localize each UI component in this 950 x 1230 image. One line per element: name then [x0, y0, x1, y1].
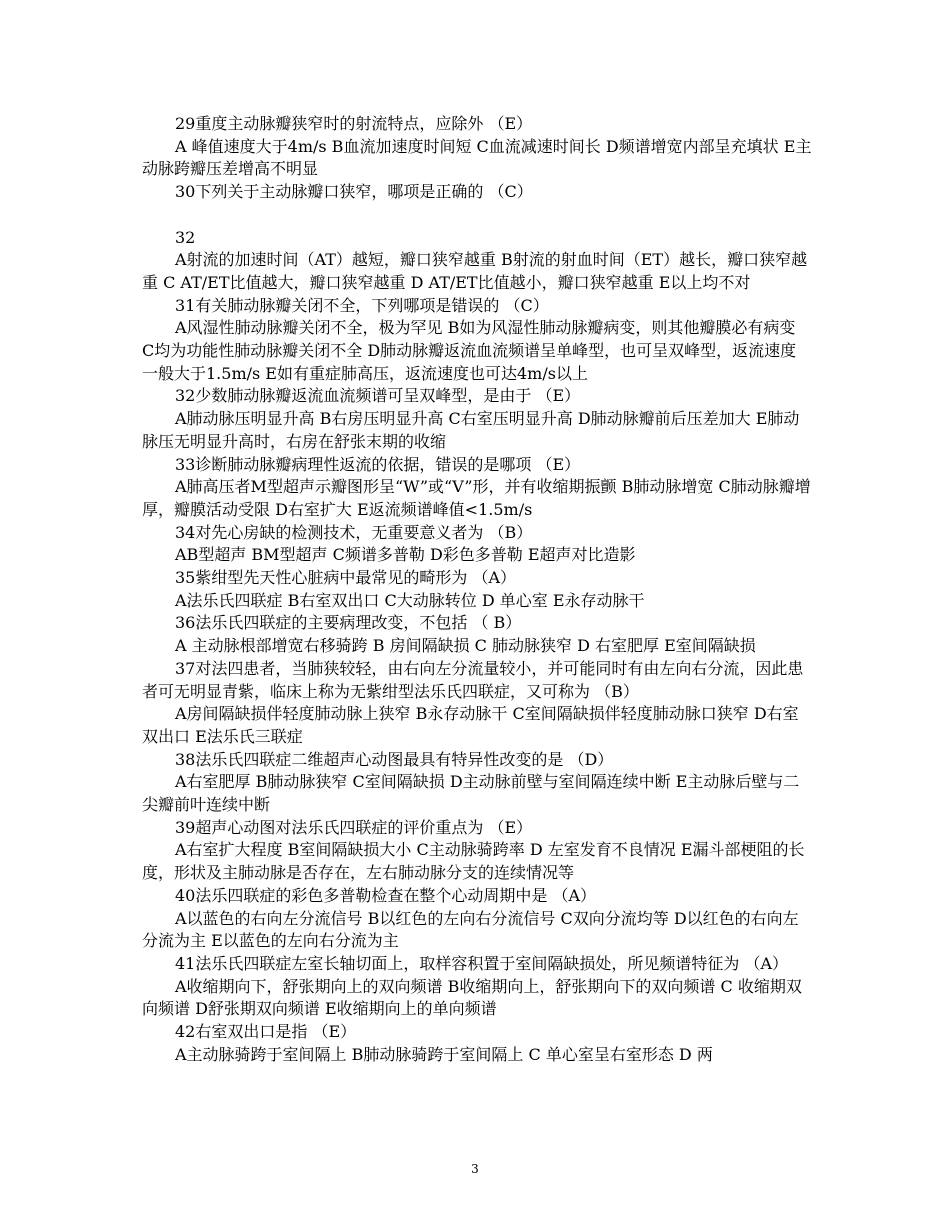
document-body	[142, 113, 812, 1067]
question-31-options: A风湿性肺动脉瓣关闭不全，极为罕见 B如为风湿性肺动脉瓣病变，则其他瓣膜必有病变 C均为功能性肺动脉瓣关闭不全 D肺动脉瓣返流血流频谱呈单峰型，也可呈双峰型，返流速度一般大于1.5m/s E如有重症肺高压，返流速度也可达4m/s以上	[142, 318, 797, 383]
question-39-options: A右室扩大程度 B室间隔缺损大小 C主动脉骑跨率 D 左室发育不良情况 E漏斗部梗阻的长度，形状及主肺动脉是否存在，左右肺动脉分支的连续情况等	[142, 840, 805, 883]
question-37-stem: 37对法四患者，当肺狭较轻，由右向左分流量较小，并可能同时有由左向右分流，因此患者可无明显青紫，临床上称为无紫绀型法乐氏四联症，又可称为 （B）	[142, 658, 804, 701]
blank-line	[142, 204, 812, 227]
question-35-stem: 35紫绀型先天性心脏病中最常见的畸形为 （A）	[175, 568, 517, 588]
question-30-stem: 30下列关于主动脉瓣口狭窄，哪项是正确的 （C）	[175, 182, 533, 202]
question-34-stem: 34对先心房缺的检测技术，无重要意义者为 （B）	[175, 522, 533, 542]
question-30-options: A射流的加速时间（AT）越短，瓣口狭窄越重 B射流的射血时间（ET）越长，瓣口狭窄越重 C AT/ET比值越大，瓣口狭窄越重 D AT/ET比值越小，瓣口狭窄越重 E以上均不对	[142, 250, 808, 292]
question-37-options: A房间隔缺损伴轻度肺动脉上狭窄 B永存动脉干 C室间隔缺损伴轻度肺动脉口狭窄 D右室双出口 E法乐氏三联症	[142, 704, 799, 746]
question-31-stem: 31有关肺动脉瓣关闭不全，下列哪项是错误的 （C）	[175, 295, 549, 315]
question-33-stem: 33诊断肺动脉瓣病理性返流的依据，错误的是哪项 （E）	[175, 454, 581, 474]
question-40-stem: 40法乐四联症的彩色多普勒检查在整个心动周期中是 （A）	[175, 885, 597, 905]
question-29-options: A 峰值速度大于4m/s B血流加速度时间短 C血流减速时间长 D频谱增宽内部呈充填状 E主动脉跨瓣压差增高不明显	[142, 136, 812, 179]
question-38-options: A右室肥厚 B肺动脉狭窄 C室间隔缺损 D主动脉前壁与室间隔连续中断 E主动脉后壁与二尖瓣前叶连续中断	[142, 772, 800, 815]
question-34-options: AB型超声 BM型超声 C频谱多普勒 D彩色多普勒 E超声对比造影	[175, 545, 636, 565]
question-36-stem: 36法乐氏四联症的主要病理改变，不包括 （ B）	[175, 613, 522, 633]
question-32-stem: 32少数肺动脉瓣返流血流频谱可呈双峰型，是由于 （E）	[175, 386, 581, 406]
stray-line-32: 32	[175, 227, 196, 247]
question-32-options: A肺动脉压明显升高 B右房压明显升高 C右室压明显升高 D肺动脉瓣前后压差加大 E肺动脉压无明显升高时，右房在舒张末期的收缩	[142, 409, 800, 451]
question-29-stem: 29重度主动脉瓣狭窄时的射流特点，应除外 （E）	[175, 114, 533, 133]
question-41-stem: 41法乐氏四联症左室长轴切面上，取样容积置于室间隔缺损处，所见频谱特征为 （A）	[175, 954, 789, 973]
question-42-stem: 42右室双出口是指 （E）	[175, 1022, 357, 1042]
question-39-stem: 39超声心动图对法乐氏四联症的评价重点为 （E）	[175, 817, 533, 837]
question-36-options: A 主动脉根部增宽右移骑跨 B 房间隔缺损 C 肺动脉狭窄 D 右室肥厚 E室间隔缺损	[175, 636, 756, 656]
question-40-options: A以蓝色的右向左分流信号 B以红色的左向右分流信号 C双向分流均等 D以红色的右向左分流为主 E以蓝色的左向右分流为主	[142, 908, 799, 951]
question-33-options: A肺高压者M型超声示瓣图形呈“W”或“V”形，并有收缩期振颤 B肺动脉增宽 C肺动脉瓣增厚，瓣膜活动受限 D右室扩大 E返流频谱峰值<1.5m/s	[142, 477, 811, 519]
question-42-options: A主动脉骑跨于室间隔上 B肺动脉骑跨于室间隔上 C 单心室呈右室形态 D 两	[175, 1044, 713, 1064]
question-41-options: A收缩期向下，舒张期向上的双向频谱 B收缩期向上，舒张期向下的双向频谱 C 收缩期双向频谱 D舒张期双向频谱 E收缩期向上的单向频谱	[142, 976, 802, 1019]
question-38-stem: 38法乐氏四联症二维超声心动图最具有特异性改变的是 （D）	[175, 749, 614, 769]
question-35-options: A法乐氏四联症 B右室双出口 C大动脉转位 D 单心室 E永存动脉干	[175, 590, 645, 610]
page-number: 3	[471, 1162, 479, 1176]
